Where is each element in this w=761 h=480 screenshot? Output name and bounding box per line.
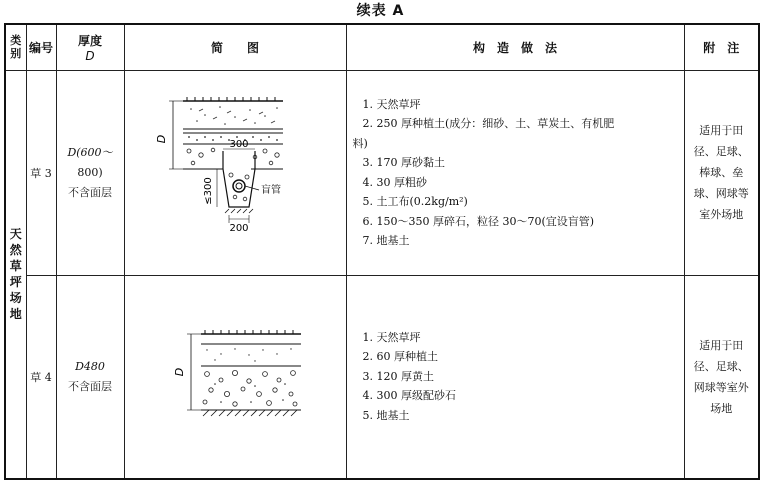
header-method-label: 构 造 做 法: [472, 40, 557, 55]
section-sketch-grass4: [125, 276, 347, 474]
method-item: 5. 地基土: [362, 408, 410, 422]
header-number-label: 编号: [28, 40, 53, 55]
sketch-cell: [124, 275, 346, 479]
header-category-label: 类别: [10, 34, 22, 61]
construction-table: [4, 23, 760, 480]
sketch-label-le300: ≤300: [202, 176, 214, 205]
method-cell: [346, 70, 684, 275]
thickness-line: D480: [75, 359, 105, 373]
sketch-label-d: D: [154, 134, 168, 143]
method-item: 料): [352, 136, 368, 150]
table-row: [5, 275, 759, 479]
method-item: 2. 60 厚种植土: [362, 350, 438, 364]
header-row: [5, 24, 759, 70]
table-title: 续表 A: [356, 3, 405, 19]
note-cell: 适用于田径、足球、棒球、垒球、网球等室外场地: [684, 70, 759, 275]
sketch-cell: [124, 70, 346, 275]
header-sketch: [124, 24, 346, 70]
sketch-label-200: 200: [228, 222, 249, 234]
note-cell: 适用于田径、足球、网球等室外场地: [684, 275, 759, 479]
header-thickness-label: 厚度: [77, 33, 102, 48]
sketch-label-pipe: 盲管: [260, 184, 281, 196]
section-sketch-grass3: [125, 71, 347, 271]
header-thickness-symbol: D: [85, 48, 95, 63]
thickness-line: 不含面层: [68, 185, 112, 199]
method-item: 3. 170 厚砂黏土: [362, 156, 445, 169]
method-item: 5. 土工布(0.2kg/m²): [362, 195, 468, 208]
row-number: 草 3: [26, 70, 56, 275]
category-char: 地: [9, 307, 22, 321]
table-row: [5, 70, 759, 275]
category-char: 然: [9, 243, 22, 257]
category-char: 天: [9, 227, 22, 241]
header-note: [684, 24, 759, 70]
method-item: 2. 250 厚种植土(成分：细砂、土、草炭土、有机肥: [362, 117, 615, 130]
method-item: 6. 150～350 厚碎石，粒径 30～70(宜设盲管): [362, 214, 595, 228]
row-number: 草 4: [26, 275, 56, 479]
method-list: [353, 328, 684, 426]
category-char: 场: [9, 291, 22, 305]
header-note-label: 附 注: [703, 40, 740, 55]
method-item: 1. 天然草坪: [362, 97, 421, 111]
thickness-line: D(600～: [67, 145, 113, 159]
method-item: 4. 30 厚粗砂: [362, 175, 427, 189]
row-thickness: [56, 275, 124, 479]
category-char: 坪: [9, 275, 22, 289]
method-cell: [346, 275, 684, 479]
row-thickness: [56, 70, 124, 275]
category-cell: [5, 70, 26, 479]
thickness-line: 不含面层: [68, 379, 112, 393]
method-item: 3. 120 厚黄土: [362, 369, 434, 383]
method-item: 7. 地基土: [362, 234, 410, 247]
method-list: [353, 95, 684, 251]
category-char: 草: [9, 259, 22, 273]
thickness-line: 800): [77, 165, 103, 179]
sketch-label-300: 300: [228, 138, 249, 150]
header-thickness: [56, 24, 124, 70]
header-sketch-label: 简 图: [210, 40, 259, 55]
sketch-label-d: D: [172, 367, 186, 376]
header-category: [5, 24, 26, 70]
method-item: 4. 300 厚级配砂石: [362, 389, 456, 403]
method-item: 1. 天然草坪: [362, 330, 421, 344]
header-method: [346, 24, 684, 70]
header-number: [26, 24, 56, 70]
